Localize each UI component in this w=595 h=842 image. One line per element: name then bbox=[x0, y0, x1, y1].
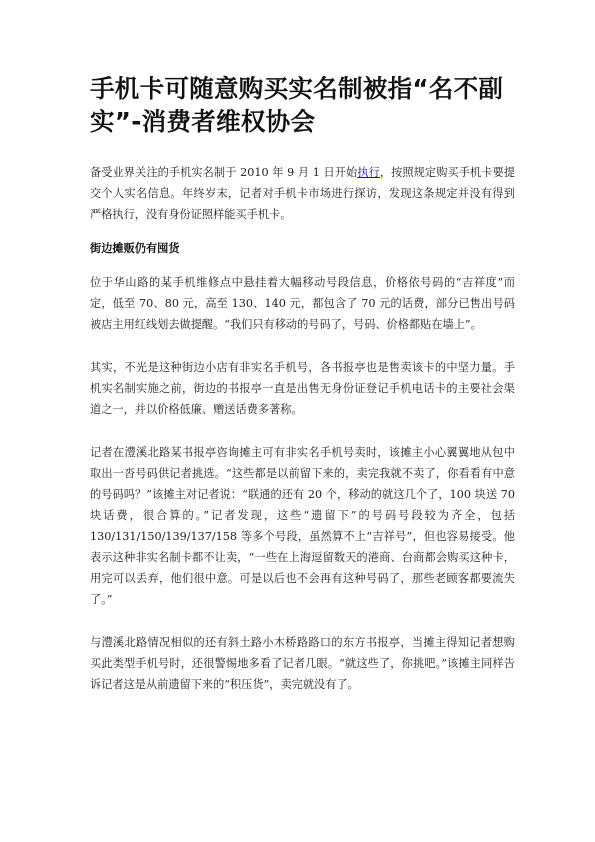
execute-link[interactable]: 执行 bbox=[357, 166, 380, 179]
paragraph-repair-shop: 位于华山路的某手机维修点中悬挂着大幅移动号段信息，价格依号码的“吉祥度”而定，低至 70、80 元，高至 130、140 元，都包含了 70 元的话费，部分已售出号码被店主用红线划去做提醒。“我们只有移动的号码了，号码、价格都贴在墙上”。 bbox=[90, 276, 515, 331]
paragraph-newsstands: 其实，不光是这种街边小店有非实名手机号，各书报亭也是售卖该卡的中坚力量。手机实名制实施之前，街边的书报亭一直是出售无身份证登记手机电话卡的主要社会渠道之一，并以价格低廉、赠送话费多著称。 bbox=[90, 361, 515, 416]
intro-text-before-link: 备受业界关注的手机实名制于 2010 年 9 月 1 日开始 bbox=[90, 166, 358, 179]
paragraph-lixi-road-vendor: 记者在澧溪北路某书报亭咨询摊主可有非实名手机号卖时，该摊主小心翼翼地从包中取出一沓号码供记者挑选。“这些都是以前留下来的，卖完我就不卖了，你看看有中意的号码吗？”该摊主对记者说：“联通的还有 20 个，移动的就这几个了，100 块送 70 块话费，很合算的。”记者发现，这些“遗留下”的号码号段较为齐全，包括 130/131/150/139/137/158 等多个号段，虽然算不上“吉祥号”，但也容易接受。他表示这种非实名制卡都不让卖，“一些在上海逗留数天的港商、台商都会购买这种卡，用完可以丢弃，他们很中意。可是以后也不会再有这种号码了，那些老顾客都要流失了。” bbox=[90, 446, 515, 606]
section-heading: 街边摊贩仍有囤货 bbox=[90, 242, 180, 255]
paragraph-xietu-road-vendor: 与澧溪北路情况相似的还有斜土路小木桥路路口的东方书报亭，当摊主得知记者想购买此类型手机号时，还很警惕地多看了记者几眼。“就这些了，你挑吧。”该摊主同样告诉记者这是从前遗留下来的“积压货”，卖完就没有了。 bbox=[90, 636, 515, 691]
article bbox=[90, 72, 515, 695]
article-title: 手机卡可随意购买实名制被指“名不副实”-消费者维权协会 bbox=[90, 74, 504, 136]
intro-text-after-link: ，按照规定购买手机卡要提交个人实名信息。年终岁末，记者对手机卡市场进行探访，发现这条规定并没有得到严格执行，没有身份证照样能买手机卡。 bbox=[90, 166, 515, 221]
intro-paragraph bbox=[90, 162, 515, 225]
